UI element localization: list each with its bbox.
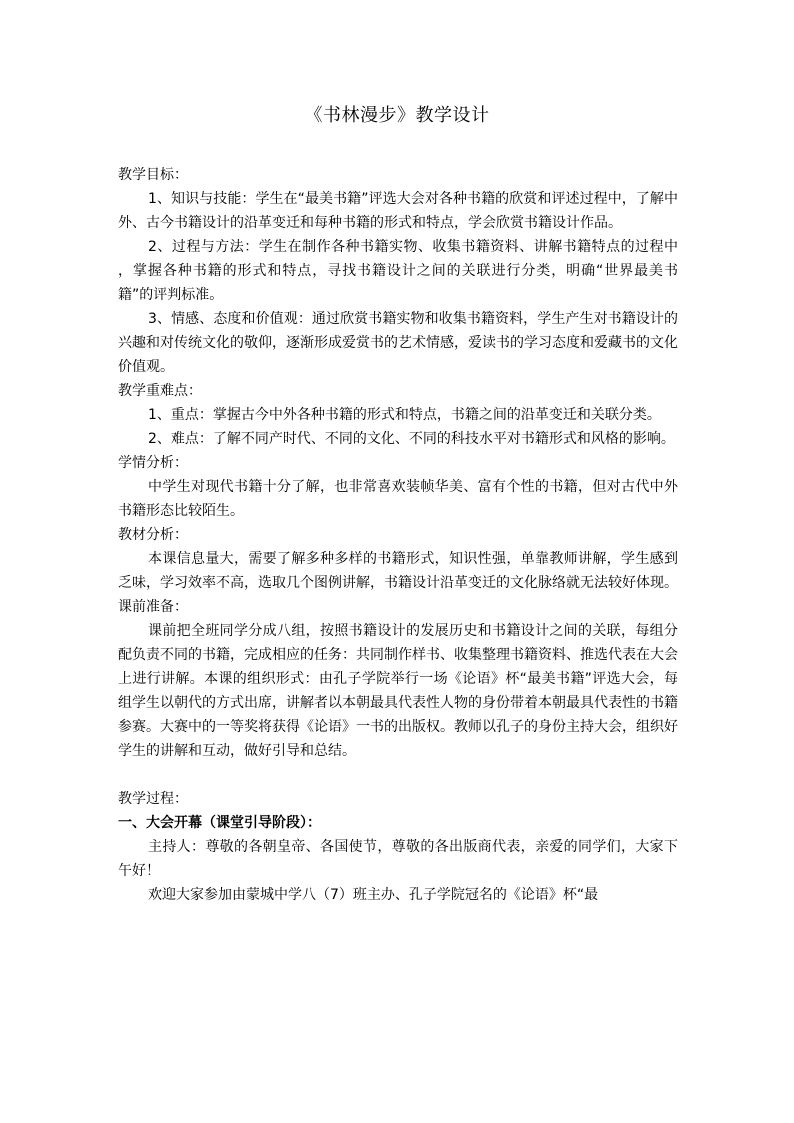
material-analysis-paragraph: 本课信息量大，需要了解多种多样的书籍形式，知识性强，单靠教师讲解，学生感到乏味，学习效率不高，选取几个图例讲解，书籍设计沿革变迁的文化脉络就无法较好体现。	[118, 551, 678, 591]
material-analysis-heading: 教材分析：	[118, 527, 188, 543]
key-point-paragraph-2: 2、难点：了解不同产时代、不同的文化、不同的科技水平对书籍形式和风格的影响。	[148, 431, 675, 447]
host-greeting-paragraph: 主持人：尊敬的各朝皇帝、各国使节，尊敬的各出版商代表，亲爱的同学们，大家下午好！	[118, 839, 678, 879]
welcome-paragraph: 欢迎大家参加由蒙城中学八（7）班主办、孔子学院冠名的《论语》杯“最	[148, 887, 599, 903]
objective-paragraph-2: 2、过程与方法：学生在制作各种书籍实物、收集书籍资料、讲解书籍特点的过程中 ，掌握各种书籍的形式和特点，寻找书籍设计之间的关联进行分类，明确“世界最美书籍”的评判标准。	[118, 239, 678, 303]
learner-analysis-paragraph: 中学生对现代书籍十分了解，也非常喜欢装帧华美、富有个性的书籍，但对古代中外书籍形态比较陌生。	[118, 479, 678, 519]
key-points-heading: 教学重难点：	[118, 383, 202, 399]
preparation-heading: 课前准备：	[118, 599, 188, 615]
objective-paragraph-1: 1、知识与技能：学生在“最美书籍”评选大会对各种书籍的欣赏和评述过程中，了解中外、古今书籍设计的沿革变迁和每种书籍的形式和特点，学会欣赏书籍设计作品。	[118, 191, 678, 231]
part-one-heading: 一、大会开幕（课堂引导阶段）：	[118, 815, 321, 831]
preparation-paragraph: 课前把全班同学分成八组，按照书籍设计的发展历史和书籍设计之间的关联，每组分配负责不同的书籍，完成相应的任务：共同制作样书、收集整理书籍资料、推选代表在大会上进行讲解。本课的组织形式：由孔子学院举行一场《论语》杯“最美书籍”评选大会，每组学生以朝代的方式出席，讲解者以本朝最具代表性人物的身份带着本朝最具代表性的书籍参赛。大赛中的一等奖将获得《论语》一书的出版权。教师以孔子的身份主持大会，组织好学生的讲解和互动，做好引导和总结。	[118, 623, 678, 759]
objectives-heading: 教学目标：	[118, 167, 188, 183]
document-body	[118, 163, 678, 907]
objective-paragraph-3: 3、情感、态度和价值观：通过欣赏书籍实物和收集书籍资料，学生产生对书籍设计的兴趣和对传统文化的敬仰，逐渐形成爱赏书的艺术情感，爱读书的学习态度和爱藏书的文化价值观。	[118, 311, 678, 375]
section-spacer	[118, 763, 678, 787]
learner-analysis-heading: 学情分析：	[118, 455, 188, 471]
document-title: 《书林漫步》教学设计	[304, 105, 490, 126]
key-point-paragraph-1: 1、重点：掌握古今中外各种书籍的形式和特点，书籍之间的沿革变迁和关联分类。	[148, 407, 661, 423]
teaching-process-heading: 教学过程：	[118, 791, 188, 807]
